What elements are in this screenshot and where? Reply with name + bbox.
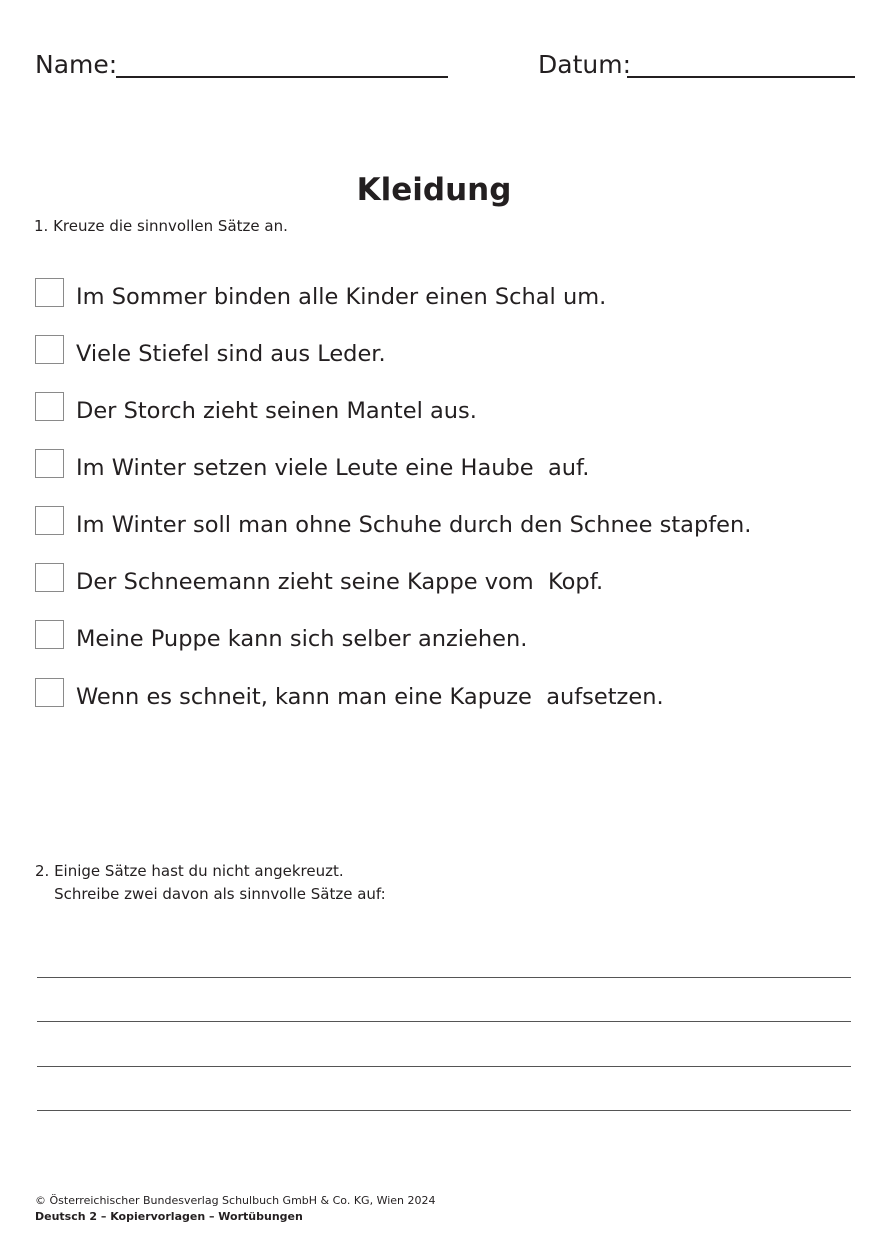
name-label: Name: [35,50,118,79]
sentence-text: Im Sommer binden alle Kinder einen Schal um. [76,284,607,310]
series-title: Deutsch 2 – Kopiervorlagen – Wortübungen [35,1210,303,1223]
writing-line[interactable] [37,977,851,978]
name-input-line[interactable] [116,76,448,78]
sentence-text: Meine Puppe kann sich selber anziehen. [76,626,528,652]
copyright-notice: © Österreichischer Bundesverlag Schulbuch GmbH & Co. KG, Wien 2024 [35,1194,436,1207]
checkbox[interactable] [35,449,64,478]
sentence-text: Im Winter setzen viele Leute eine Haube auf. [76,455,590,481]
checkbox[interactable] [35,506,64,535]
date-label: Datum: [538,50,631,79]
checkbox[interactable] [35,335,64,364]
checkbox[interactable] [35,392,64,421]
checkbox[interactable] [35,278,64,307]
writing-line[interactable] [37,1110,851,1111]
sentence-text: Wenn es schneit, kann man eine Kapuze aufsetzen. [76,684,664,710]
sentence-text: Viele Stiefel sind aus Leder. [76,341,386,367]
sentence-text: Der Storch zieht seinen Mantel aus. [76,398,477,424]
task1-instruction: 1. Kreuze die sinnvollen Sätze an. [34,217,288,235]
writing-line[interactable] [37,1021,851,1022]
sentence-text: Der Schneemann zieht seine Kappe vom Kopf. [76,569,604,595]
checkbox[interactable] [35,563,64,592]
checkbox[interactable] [35,678,64,707]
task2-instruction [35,860,386,906]
page-title: Kleidung [356,172,512,208]
sentence-text: Im Winter soll man ohne Schuhe durch den Schnee stapfen. [76,512,752,538]
date-input-line[interactable] [627,76,855,78]
checkbox[interactable] [35,620,64,649]
task2-line2: Schreibe zwei davon als sinnvolle Sätze auf: [35,885,386,903]
task2-line1: 2. Einige Sätze hast du nicht angekreuzt. [35,862,344,880]
writing-line[interactable] [37,1066,851,1067]
